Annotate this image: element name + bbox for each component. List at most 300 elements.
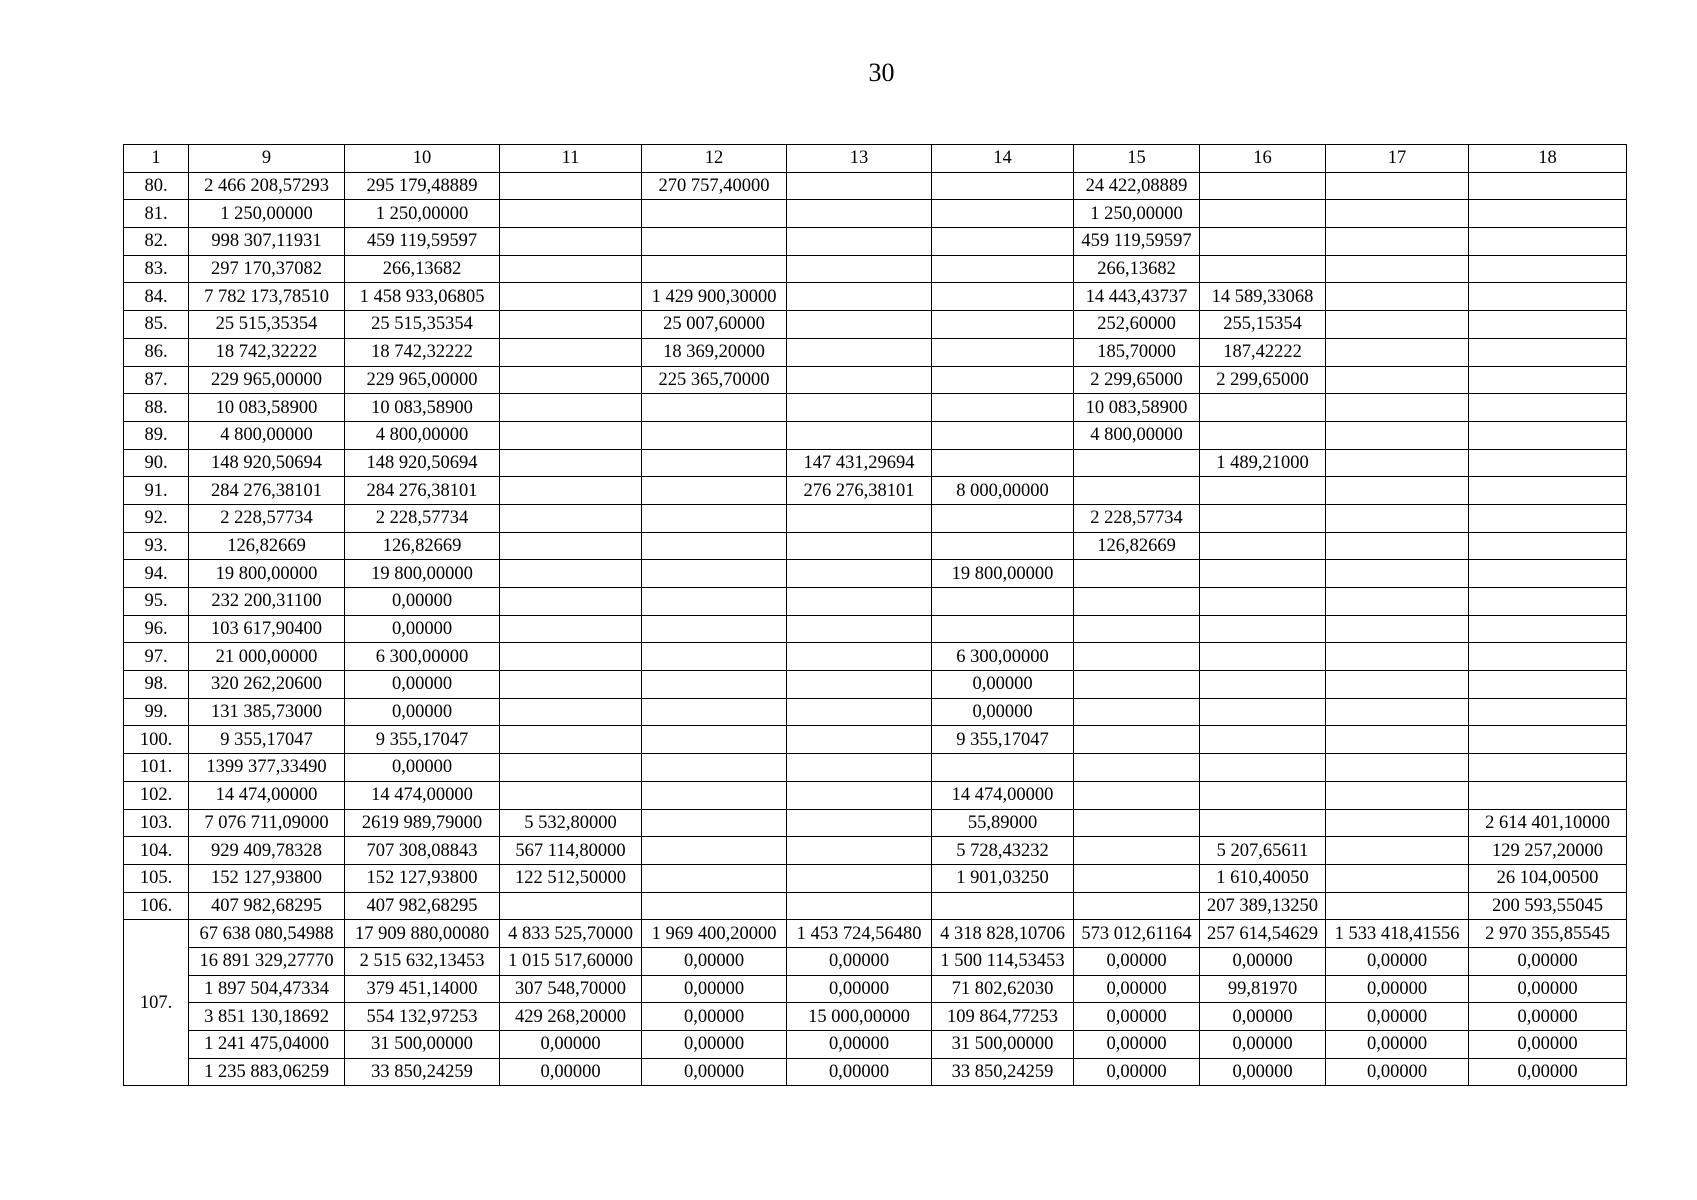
column-header: 14	[932, 145, 1074, 173]
table-cell	[500, 366, 642, 394]
table-cell	[500, 754, 642, 782]
table-cell: 1 250,00000	[1074, 200, 1200, 228]
row-number-cell: 92.	[124, 504, 189, 532]
table-cell	[642, 394, 787, 422]
table-cell: 55,89000	[932, 809, 1074, 837]
table-cell	[1200, 532, 1326, 560]
table-row	[124, 532, 1627, 560]
table-cell	[787, 366, 932, 394]
table-cell	[1200, 200, 1326, 228]
row-number-cell: 102.	[124, 781, 189, 809]
table-cell: 2619 989,79000	[345, 809, 500, 837]
table-cell: 187,42222	[1200, 338, 1326, 366]
table-cell: 270 757,40000	[642, 172, 787, 200]
table-cell	[787, 643, 932, 671]
row-number-cell: 86.	[124, 338, 189, 366]
table-cell	[1469, 698, 1627, 726]
table-cell: 0,00000	[642, 1058, 787, 1086]
table-cell: 1 453 724,56480	[787, 920, 932, 948]
table-cell: 0,00000	[1469, 1058, 1627, 1086]
table-cell: 929 409,78328	[189, 837, 345, 865]
table-cell: 0,00000	[345, 615, 500, 643]
table-cell	[1326, 892, 1469, 920]
table-cell	[1469, 311, 1627, 339]
table-cell	[787, 421, 932, 449]
table-cell: 1 969 400,20000	[642, 920, 787, 948]
table-cell	[787, 504, 932, 532]
row-number-cell: 82.	[124, 228, 189, 256]
table-cell	[1074, 588, 1200, 616]
table-cell	[787, 532, 932, 560]
table-cell: 1 610,40050	[1200, 864, 1326, 892]
table-row	[124, 172, 1627, 200]
table-cell: 10 083,58900	[1074, 394, 1200, 422]
table-cell	[932, 588, 1074, 616]
table-cell	[1326, 532, 1469, 560]
table-row	[124, 421, 1627, 449]
table-cell: 31 500,00000	[345, 1031, 500, 1059]
table-cell: 99,81970	[1200, 975, 1326, 1003]
table-cell: 2 228,57734	[1074, 504, 1200, 532]
table-cell	[932, 200, 1074, 228]
table-cell	[932, 338, 1074, 366]
table-row	[124, 200, 1627, 228]
table-cell	[1200, 421, 1326, 449]
table-cell: 103 617,90400	[189, 615, 345, 643]
table-cell	[932, 255, 1074, 283]
table-cell	[642, 781, 787, 809]
table-cell	[500, 504, 642, 532]
table-cell	[500, 671, 642, 699]
table-cell: 17 909 880,00080	[345, 920, 500, 948]
table-cell: 2 614 401,10000	[1469, 809, 1627, 837]
table-cell: 232 200,31100	[189, 588, 345, 616]
table-cell	[1074, 560, 1200, 588]
table-cell: 148 920,50694	[189, 449, 345, 477]
table-cell: 1 901,03250	[932, 864, 1074, 892]
table-cell	[932, 394, 1074, 422]
table-cell	[932, 754, 1074, 782]
table-cell: 1 897 504,47334	[189, 975, 345, 1003]
table-cell	[642, 671, 787, 699]
table-cell: 26 104,00500	[1469, 864, 1627, 892]
table-cell: 0,00000	[1200, 1058, 1326, 1086]
row-number-cell: 99.	[124, 698, 189, 726]
table-cell	[1200, 228, 1326, 256]
table-cell	[932, 228, 1074, 256]
table-cell: 16 891 329,27770	[189, 947, 345, 975]
table-cell: 19 800,00000	[932, 560, 1074, 588]
table-cell	[1469, 200, 1627, 228]
row-number-cell: 90.	[124, 449, 189, 477]
table-cell	[932, 449, 1074, 477]
table-cell	[1074, 449, 1200, 477]
table-cell: 459 119,59597	[345, 228, 500, 256]
column-header: 17	[1326, 145, 1469, 173]
table-cell: 0,00000	[1469, 975, 1627, 1003]
table-cell	[1469, 421, 1627, 449]
table-row	[124, 504, 1627, 532]
table-cell	[500, 698, 642, 726]
table-cell	[1326, 643, 1469, 671]
table-cell: 0,00000	[1074, 1003, 1200, 1031]
table-cell	[1200, 560, 1326, 588]
table-cell: 15 000,00000	[787, 1003, 932, 1031]
table-cell: 0,00000	[1469, 947, 1627, 975]
table-row	[124, 283, 1627, 311]
table-row	[124, 643, 1627, 671]
table-cell: 0,00000	[642, 975, 787, 1003]
table-cell	[500, 643, 642, 671]
table-cell: 6 300,00000	[345, 643, 500, 671]
table-cell: 1 533 418,41556	[1326, 920, 1469, 948]
table-cell: 152 127,93800	[189, 864, 345, 892]
table-cell	[1074, 726, 1200, 754]
table-cell: 320 262,20600	[189, 671, 345, 699]
table-cell	[500, 338, 642, 366]
table-cell: 185,70000	[1074, 338, 1200, 366]
table-cell: 5 532,80000	[500, 809, 642, 837]
table-cell: 407 982,68295	[189, 892, 345, 920]
table-cell	[500, 532, 642, 560]
table-cell: 0,00000	[1200, 947, 1326, 975]
row-number-cell: 91.	[124, 477, 189, 505]
table-cell	[1469, 283, 1627, 311]
table-row	[124, 781, 1627, 809]
table-cell	[1469, 560, 1627, 588]
table-cell	[642, 698, 787, 726]
table-cell: 0,00000	[932, 698, 1074, 726]
table-row	[124, 615, 1627, 643]
table-cell: 229 965,00000	[345, 366, 500, 394]
table-cell: 1 458 933,06805	[345, 283, 500, 311]
table-cell: 2 299,65000	[1200, 366, 1326, 394]
table-cell	[1200, 726, 1326, 754]
row-number-cell: 106.	[124, 892, 189, 920]
table-cell: 8 000,00000	[932, 477, 1074, 505]
table-cell	[787, 394, 932, 422]
table-cell: 1 015 517,60000	[500, 947, 642, 975]
table-cell: 33 850,24259	[932, 1058, 1074, 1086]
table-row	[124, 726, 1627, 754]
table-cell	[1469, 504, 1627, 532]
table-cell	[1469, 726, 1627, 754]
table-cell	[1074, 643, 1200, 671]
table-cell	[787, 809, 932, 837]
table-cell: 0,00000	[1326, 1031, 1469, 1059]
table-cell: 7 782 173,78510	[189, 283, 345, 311]
table-cell	[1326, 560, 1469, 588]
group-row-number-cell: 107.	[124, 920, 189, 1086]
table-cell	[1469, 588, 1627, 616]
table-cell	[932, 504, 1074, 532]
table-cell: 18 742,32222	[189, 338, 345, 366]
table-cell	[1074, 892, 1200, 920]
table-cell: 0,00000	[1200, 1003, 1326, 1031]
table-cell: 9 355,17047	[189, 726, 345, 754]
table-cell	[500, 394, 642, 422]
table-cell	[1200, 394, 1326, 422]
table-row	[124, 366, 1627, 394]
table-cell: 225 365,70000	[642, 366, 787, 394]
table-cell: 14 589,33068	[1200, 283, 1326, 311]
table-row	[124, 560, 1627, 588]
table-cell: 1 241 475,04000	[189, 1031, 345, 1059]
table-cell: 0,00000	[345, 698, 500, 726]
table-cell	[500, 228, 642, 256]
table-row	[124, 892, 1627, 920]
table-cell: 5 207,65611	[1200, 837, 1326, 865]
table-cell: 131 385,73000	[189, 698, 345, 726]
table-cell: 9 355,17047	[345, 726, 500, 754]
table-cell	[787, 172, 932, 200]
table-cell	[1469, 255, 1627, 283]
table-cell	[1326, 477, 1469, 505]
table-cell	[1469, 781, 1627, 809]
table-cell	[642, 809, 787, 837]
table-cell: 10 083,58900	[345, 394, 500, 422]
table-cell: 1 489,21000	[1200, 449, 1326, 477]
table-cell: 200 593,55045	[1469, 892, 1627, 920]
group-row	[124, 947, 1627, 975]
table-cell	[1469, 338, 1627, 366]
table-header-row	[124, 145, 1627, 173]
table-cell: 19 800,00000	[189, 560, 345, 588]
table-cell: 7 076 711,09000	[189, 809, 345, 837]
table-cell	[642, 615, 787, 643]
table-cell: 554 132,97253	[345, 1003, 500, 1031]
table-cell	[1469, 671, 1627, 699]
table-cell	[642, 726, 787, 754]
table-row	[124, 864, 1627, 892]
table-cell: 0,00000	[1326, 975, 1469, 1003]
table-cell: 276 276,38101	[787, 477, 932, 505]
table-cell	[1326, 338, 1469, 366]
table-cell	[1074, 671, 1200, 699]
table-cell	[1200, 809, 1326, 837]
table-cell	[787, 671, 932, 699]
table-cell: 0,00000	[1469, 1003, 1627, 1031]
table-cell	[1469, 228, 1627, 256]
table-cell: 152 127,93800	[345, 864, 500, 892]
table-cell	[1074, 615, 1200, 643]
table-cell	[1200, 504, 1326, 532]
column-header: 1	[124, 145, 189, 173]
table-cell: 2 228,57734	[189, 504, 345, 532]
table-cell	[1074, 477, 1200, 505]
table-cell: 0,00000	[345, 588, 500, 616]
table-cell	[500, 781, 642, 809]
table-cell: 1 250,00000	[189, 200, 345, 228]
table-cell	[1200, 477, 1326, 505]
table-cell: 0,00000	[787, 975, 932, 1003]
table-cell	[932, 615, 1074, 643]
table-row	[124, 338, 1627, 366]
table-cell	[787, 255, 932, 283]
table-cell: 126,82669	[345, 532, 500, 560]
table-cell	[787, 283, 932, 311]
column-header: 12	[642, 145, 787, 173]
table-cell: 1 235 883,06259	[189, 1058, 345, 1086]
table-row	[124, 698, 1627, 726]
table-cell: 407 982,68295	[345, 892, 500, 920]
table-cell: 0,00000	[1074, 1031, 1200, 1059]
table-cell: 0,00000	[1326, 947, 1469, 975]
table-cell	[642, 560, 787, 588]
row-number-cell: 85.	[124, 311, 189, 339]
column-header: 15	[1074, 145, 1200, 173]
table-cell	[1326, 421, 1469, 449]
table-cell	[1469, 449, 1627, 477]
table-cell: 25 007,60000	[642, 311, 787, 339]
table-cell: 255,15354	[1200, 311, 1326, 339]
table-cell: 252,60000	[1074, 311, 1200, 339]
table-cell: 71 802,62030	[932, 975, 1074, 1003]
table-cell	[500, 449, 642, 477]
table-cell: 297 170,37082	[189, 255, 345, 283]
group-row	[124, 920, 1627, 948]
table-cell	[1200, 172, 1326, 200]
table-cell	[500, 283, 642, 311]
row-number-cell: 95.	[124, 588, 189, 616]
table-cell	[932, 283, 1074, 311]
table-row	[124, 671, 1627, 699]
table-cell: 4 800,00000	[345, 421, 500, 449]
table-cell: 14 443,43737	[1074, 283, 1200, 311]
table-cell: 1399 377,33490	[189, 754, 345, 782]
table-cell	[1326, 781, 1469, 809]
table-row	[124, 311, 1627, 339]
table-cell	[787, 588, 932, 616]
table-cell	[642, 532, 787, 560]
table-cell	[1074, 754, 1200, 782]
page-number: 30	[868, 58, 895, 87]
row-number-cell: 81.	[124, 200, 189, 228]
table-cell	[500, 311, 642, 339]
table-cell	[787, 781, 932, 809]
table-row	[124, 449, 1627, 477]
table-row	[124, 477, 1627, 505]
table-cell: 207 389,13250	[1200, 892, 1326, 920]
table-cell	[787, 228, 932, 256]
table-cell: 122 512,50000	[500, 864, 642, 892]
table-row	[124, 588, 1627, 616]
row-number-cell: 98.	[124, 671, 189, 699]
table-cell: 429 268,20000	[500, 1003, 642, 1031]
table-cell: 284 276,38101	[189, 477, 345, 505]
table-cell	[1326, 671, 1469, 699]
table-cell: 998 307,11931	[189, 228, 345, 256]
table-cell	[1469, 615, 1627, 643]
row-number-cell: 83.	[124, 255, 189, 283]
table-cell: 0,00000	[787, 1058, 932, 1086]
table-cell: 4 318 828,10706	[932, 920, 1074, 948]
table-cell: 4 833 525,70000	[500, 920, 642, 948]
table-cell	[500, 255, 642, 283]
table-cell	[787, 560, 932, 588]
table-cell	[500, 560, 642, 588]
table-cell	[787, 754, 932, 782]
table-cell: 126,82669	[1074, 532, 1200, 560]
table-cell	[787, 311, 932, 339]
table-cell	[1200, 255, 1326, 283]
group-row	[124, 975, 1627, 1003]
table-cell	[642, 864, 787, 892]
table-cell: 147 431,29694	[787, 449, 932, 477]
row-number-cell: 80.	[124, 172, 189, 200]
table-cell: 295 179,48889	[345, 172, 500, 200]
table-cell: 0,00000	[787, 947, 932, 975]
table-cell: 21 000,00000	[189, 643, 345, 671]
table-cell: 18 742,32222	[345, 338, 500, 366]
table-cell	[642, 892, 787, 920]
table-cell	[642, 421, 787, 449]
table-row	[124, 394, 1627, 422]
table-cell	[1469, 643, 1627, 671]
table-cell	[642, 228, 787, 256]
table-cell	[932, 172, 1074, 200]
table-cell: 379 451,14000	[345, 975, 500, 1003]
table-cell	[787, 200, 932, 228]
table-cell: 1 429 900,30000	[642, 283, 787, 311]
table-cell: 4 800,00000	[1074, 421, 1200, 449]
table-body	[124, 145, 1627, 1086]
table-cell	[642, 449, 787, 477]
table-cell: 0,00000	[642, 947, 787, 975]
table-cell: 33 850,24259	[345, 1058, 500, 1086]
table-cell: 284 276,38101	[345, 477, 500, 505]
table-cell	[1200, 643, 1326, 671]
table-cell	[1326, 228, 1469, 256]
table-cell	[787, 698, 932, 726]
table-cell	[642, 477, 787, 505]
table-cell: 2 466 208,57293	[189, 172, 345, 200]
table-cell	[1469, 477, 1627, 505]
table-cell	[1074, 837, 1200, 865]
table-cell	[932, 366, 1074, 394]
table-cell	[500, 172, 642, 200]
column-header: 9	[189, 145, 345, 173]
table-cell	[642, 200, 787, 228]
table-cell	[1200, 588, 1326, 616]
table-cell: 2 299,65000	[1074, 366, 1200, 394]
table-cell: 1 500 114,53453	[932, 947, 1074, 975]
table-cell	[1326, 449, 1469, 477]
table-cell	[1326, 255, 1469, 283]
row-number-cell: 105.	[124, 864, 189, 892]
table-cell: 257 614,54629	[1200, 920, 1326, 948]
table-cell: 25 515,35354	[345, 311, 500, 339]
table-cell	[642, 255, 787, 283]
table-cell	[1074, 781, 1200, 809]
table-cell	[500, 588, 642, 616]
table-cell	[1326, 837, 1469, 865]
table-cell: 4 800,00000	[189, 421, 345, 449]
table-cell: 573 012,61164	[1074, 920, 1200, 948]
table-cell	[1469, 172, 1627, 200]
table-cell: 266,13682	[345, 255, 500, 283]
row-number-cell: 88.	[124, 394, 189, 422]
table-row	[124, 754, 1627, 782]
table-row	[124, 837, 1627, 865]
table-cell	[1326, 366, 1469, 394]
table-cell	[500, 615, 642, 643]
table-cell	[787, 615, 932, 643]
table-cell	[1326, 200, 1469, 228]
row-number-cell: 93.	[124, 532, 189, 560]
table-cell: 0,00000	[1200, 1031, 1326, 1059]
table-cell	[642, 643, 787, 671]
